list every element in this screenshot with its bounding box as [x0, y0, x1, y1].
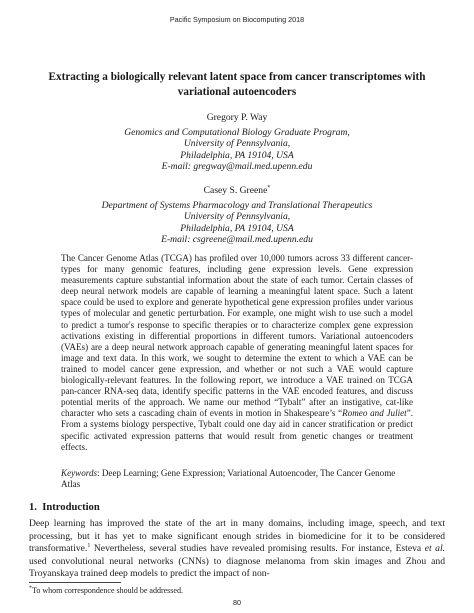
paper-title-line-2: variational autoencoders [177, 86, 297, 98]
page-number: 80 [233, 598, 241, 607]
affiliation-line: University of Pennsylvania, [183, 138, 291, 150]
author-affiliation [40, 200, 434, 246]
keywords-text: : Deep Learning; Gene Expression; Variational Autoencoder, The Cancer Genome Atlas [61, 468, 396, 490]
abstract-text: The Cancer Genome Atlas (TCGA) has profiled over 10,000 tumors across 33 different cancer-types for many genomic features, including gene expression levels. Gene expression measurements capture substantial information about the state of each tumor. Certain classes of deep neural network models are capable of learning a meaningful latent space. Such a latent space could be used to explore and generate hypothetical gene expression profiles under various types of molecular and genetic perturbation. For example, one might wish to use such a model to predict a tumor's response to specific therapies or to characterize complex gene expression activations existing in differential proportions in different tumors. Variational autoencoders (VAEs) are a deep neural network approach capable of generating meaningful latent spaces for image and text data. In this work, we sought to determine the extent to which a VAE can be trained to model cancer gene expression, and whether or not such a VAE would capture biologically-relevant features. In the following report, we introduce a VAE trained on TCGA pan-cancer RNA-seq data, identify specific patterns in the VAE encoded features, and discuss potential merits of the approach. We name our method “Tybalt” after an instigative, cat-like character who sets a cascading chain of events in motion in Shakespeare’s “Romeo and Juliet”. From a systems biology perspective, Tybalt could one day aid in cancer stratification or predict specific activated expression patterns that would result from genetic changes or treatment effects. [61, 253, 413, 452]
author-email: E-mail: csgreene@mail.med.upenn.edu [161, 234, 313, 246]
author-affiliation [40, 127, 434, 173]
author-email: E-mail: gregway@mail.med.upenn.edu [161, 161, 313, 173]
affiliation-line: Philadelphia, PA 19104, USA [180, 149, 294, 161]
keywords-label: Keywords [61, 468, 98, 478]
paper-title [40, 70, 434, 100]
affiliation-line: Department of Systems Pharmacology and Translational Therapeutics [101, 199, 373, 211]
keywords [61, 468, 413, 490]
footnote-rule [29, 582, 121, 583]
affiliation-line: University of Pennsylvania, [183, 211, 291, 223]
author-name: Gregory P. Way [206, 112, 268, 123]
abstract [61, 253, 413, 453]
paper-title-line-1: Extracting a biologically relevant latent space from cancer transcriptomes with [48, 71, 426, 83]
running-head: Pacific Symposium on Biocomputing 2018 [169, 15, 305, 24]
affiliation-line: Genomics and Computational Biology Graduate Program, [124, 126, 350, 138]
play-title: Romeo and Juliet [342, 408, 407, 419]
footnote: *To whom correspondence should be addressed. [29, 585, 183, 595]
introduction-body [29, 518, 445, 581]
affiliation-line: Philadelphia, PA 19104, USA [180, 222, 294, 234]
author-name: Casey S. Greene* [203, 184, 271, 196]
footnote-reference[interactable]: 1 [87, 542, 91, 549]
author-block-1 [40, 112, 434, 173]
section-heading: 1. Introduction [29, 502, 100, 513]
author-block-2 [40, 185, 434, 246]
introduction-paragraph: Deep learning has improved the state of the art in many domains, including image, speech, and text processing, but it has yet to make significant enough strides in biomedicine for it to be considered transformative.$^1$ Nevertheless, several studies have revealed promising results. For instance, Esteva et al. used convolutional neural networks (CNNs) to diagnose melanoma from skin images and Zhou and Troyanskaya trained deep models to predict the impact of non- [29, 518, 446, 579]
